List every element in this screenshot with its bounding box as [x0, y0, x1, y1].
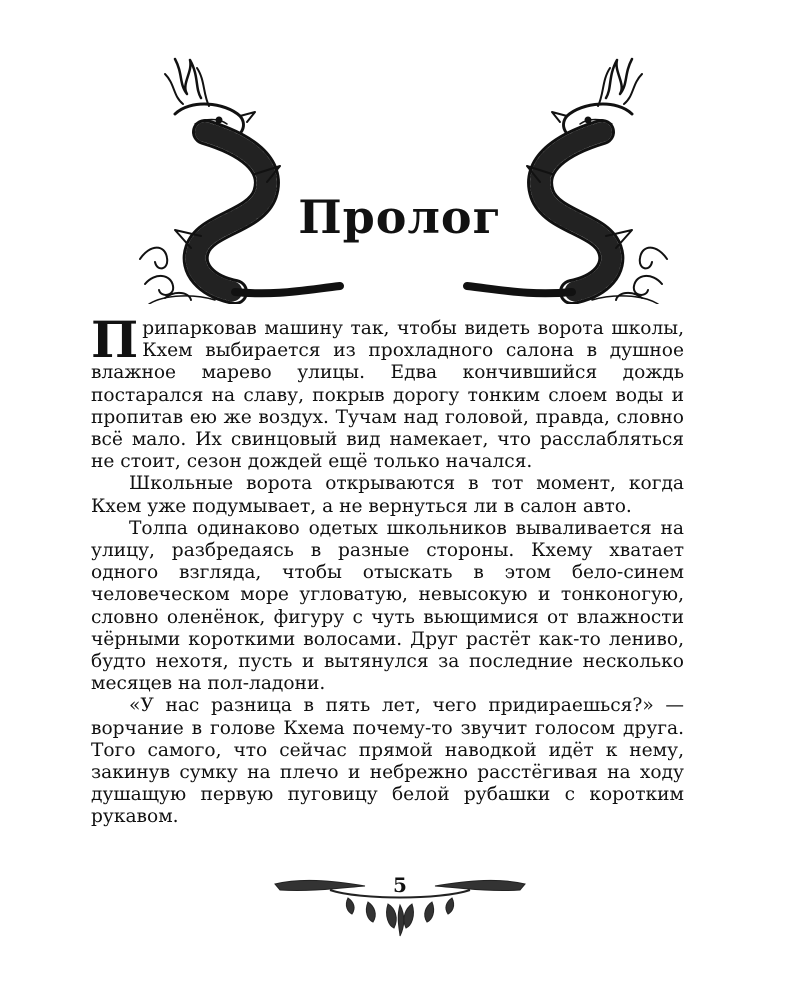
chapter-header — [0, 40, 800, 300]
serpent-illustration-right — [462, 54, 672, 304]
page-footer — [270, 870, 530, 940]
paragraph: «У нас разница в пять лет, чего придираешься?» — ворчание в голове Кхема почему-то звучит голосом друга. Того самого, что сейчас прямой наводкой идёт к нему, закинув сумку на плечо и небрежно расстёгивая на ходу душащую первую пуговицу белой рубашки с коротким рукавом. — [91, 695, 684, 828]
paragraph: Толпа одинаково одетых школьников вываливается на улицу, разбредаясь в разные стороны. Кхему хватает одного взгляда, чтобы отыскать в этом бело-синем человеческом море угловатую, невысокую и тонконогую, словно оленёнок, фигуру с чуть вьющимися от влажности чёрными короткими волосами. Друг растёт как-то лениво, будто нехотя, пусть и вытянулся за последние несколько месяцев на пол-ладони. — [91, 517, 684, 695]
paragraph — [91, 310, 684, 473]
paragraph: Школьные ворота открываются в тот момент, когда Кхем уже подумывает, а не вернуться ли в салон авто. — [91, 473, 684, 517]
drop-cap: П — [91, 310, 139, 369]
chapter-body — [91, 310, 684, 829]
serpent-illustration-left — [135, 54, 345, 304]
chapter-title: Пролог — [298, 190, 502, 244]
page-number: 5 — [393, 873, 407, 897]
paragraph-text: рипарковав машину так, чтобы видеть ворота школы, Кхем выбирается из прохладного салона в душное влажное марево улицы. Едва кончившийся дождь постарался на славу, покрыв дорогу тонким слоем воды и пропитав ею же воздух. Тучам над головой, правда, словно всё мало. Их свинцовый вид намекает, что расслабляться не стоит, сезон дождей ещё только начался. — [91, 318, 684, 473]
